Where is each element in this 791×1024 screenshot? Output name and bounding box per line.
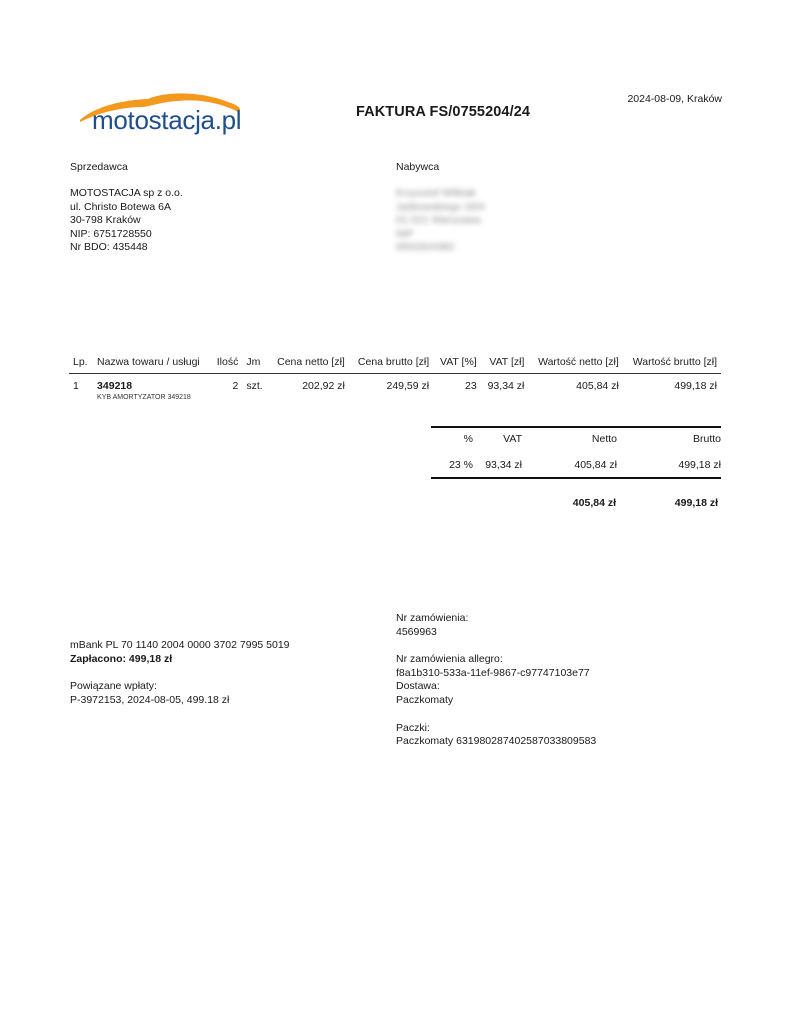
vat-row-gross: 499,18 zł [617, 451, 721, 478]
invoice-title: FAKTURA FS/0755204/24 [356, 104, 531, 120]
items-table [69, 353, 721, 401]
vat-col-vat: VAT [473, 427, 522, 451]
vat-header-row [431, 427, 721, 451]
seller-name: MOTOSTACJA sp z o.o. [70, 187, 183, 199]
linked-payments-value: P-3972153, 2024-08-05, 499.18 zł [70, 693, 230, 706]
col-gross-price: Cena brutto [zł] [349, 353, 433, 374]
parcels-label: Paczki: [396, 721, 430, 734]
invoice-date-place: 2024-08-09, Kraków [627, 93, 722, 105]
payment-info [70, 639, 290, 707]
buyer-street: Jaśkowskiego 18/4 [396, 200, 485, 213]
row-gross-value: 499,18 zł [674, 380, 717, 392]
vat-col-gross: Brutto [617, 427, 721, 451]
paid-amount: Zapłacono: 499,18 zł [70, 652, 173, 665]
col-vat-amount: VAT [zł] [481, 353, 529, 374]
col-lp: Lp. [69, 353, 93, 374]
buyer-id: 6932924382 [396, 241, 455, 254]
linked-payments-label: Powiązane wpłaty: [70, 680, 157, 693]
parcels-value: Paczkomaty 631980287402587033809583 [396, 735, 597, 748]
product-name: KYB AMORTYZATOR 349218 [97, 394, 191, 401]
seller-nip: NIP: 6751728550 [70, 227, 152, 240]
col-gross-value: Wartość brutto [zł] [623, 353, 721, 374]
row-net-value: 405,84 zł [576, 380, 619, 392]
seller-details [70, 187, 183, 255]
order-info [396, 612, 596, 749]
row-vat-pct: 23 [465, 380, 477, 392]
seller-street: ul. Christo Botewa 6A [70, 200, 171, 213]
buyer-details [396, 187, 485, 255]
delivery-value: Paczkomaty [396, 693, 454, 706]
order-number-label: Nr zamówienia: [396, 612, 469, 624]
row-vat-amount: 93,34 zł [487, 380, 525, 392]
col-unit: Jm [242, 353, 268, 374]
vat-summary-table [431, 426, 721, 479]
buyer-name: Krzysztof Witkiak [396, 187, 476, 199]
allegro-order-value: f8a1b310-533a-11ef-9867-c97747103e77 [396, 666, 590, 679]
total-net: 405,84 zł [572, 497, 616, 509]
col-name: Nazwa towaru / usługi [93, 353, 211, 374]
row-product [93, 374, 211, 402]
row-unit: szt. [246, 380, 263, 392]
order-number-value: 4569963 [396, 625, 437, 638]
vat-col-net: Netto [522, 427, 617, 451]
allegro-order-label: Nr zamówienia allegro: [396, 653, 503, 666]
vat-row-pct: 23 % [431, 451, 473, 478]
buyer-label: Nabywca [396, 161, 440, 173]
bank-account: mBank PL 70 1140 2004 0000 3702 7995 5019 [70, 639, 290, 651]
seller-city: 30-798 Kraków [70, 214, 141, 227]
col-qty: Ilość [211, 353, 242, 374]
row-lp: 1 [73, 380, 79, 392]
vat-col-pct: % [431, 427, 473, 451]
total-gross: 499,18 zł [674, 497, 718, 509]
delivery-label: Dostawa: [396, 680, 440, 693]
seller-bdo: Nr BDO: 435448 [70, 241, 148, 254]
col-net-price: Cena netto [zł] [268, 353, 349, 374]
product-code: 349218 [97, 380, 133, 392]
company-logo [78, 88, 263, 140]
logo-text: motostacja.pl [92, 105, 242, 135]
col-net-value: Wartość netto [zł] [528, 353, 622, 374]
items-header-row [69, 353, 721, 374]
vat-row [431, 451, 721, 478]
vat-row-net: 405,84 zł [522, 451, 617, 478]
table-row [69, 374, 721, 402]
row-net-price: 202,92 zł [302, 380, 345, 392]
row-qty: 2 [232, 380, 239, 392]
seller-label: Sprzedawca [70, 161, 128, 173]
vat-row-vat: 93,34 zł [473, 451, 522, 478]
buyer-nip: NIP [396, 227, 414, 240]
buyer-city: 01-521 Warszawa [396, 214, 481, 227]
row-gross-price: 249,59 zł [386, 380, 430, 392]
col-vat-pct: VAT [%] [433, 353, 481, 374]
